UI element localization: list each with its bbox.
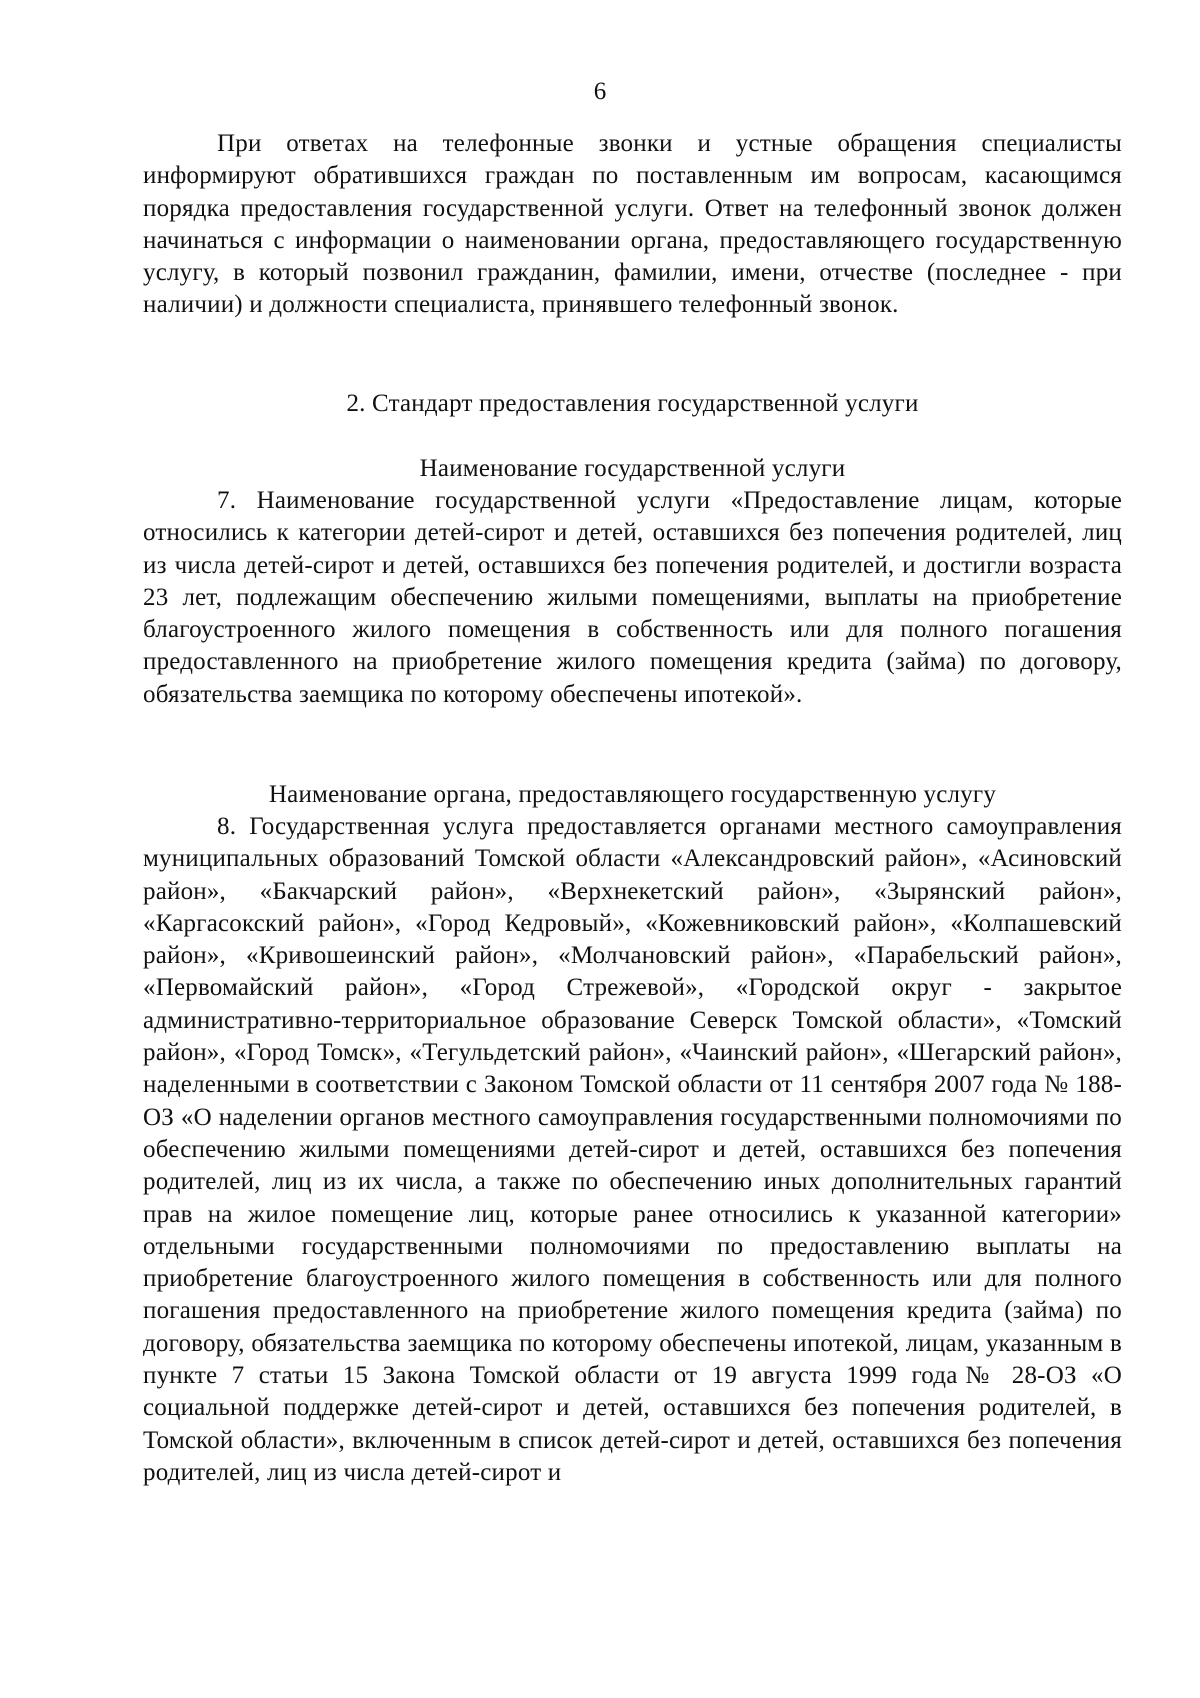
section-heading: 2. Стандарт предоставления государственной услуги [346,390,919,417]
subheading-organ: Наименование органа, предоставляющего государственную услугу [268,781,997,808]
subheading-service-name: Наименование государственной услуги [419,455,846,482]
subheading-service-name-container [143,453,1122,485]
section-heading-container [143,388,1122,420]
paragraph-8-container [143,811,1122,1489]
paragraph-text: При ответах на телефонные звонки и устные обращения специалисты информируют обратившихся граждан по поставленным им вопросам, касающимся порядка предоставления государственной услуги. Ответ на телефонный звонок должен начинаться с информации о наименовании органа, предоставляющего государственную услугу, в который позвонил гражданин, фамилии, имени, отчестве (последнее - при наличии) и должности специалиста, принявшего телефонный звонок. [143,130,1122,319]
paragraph-phone-inquiries [143,128,1122,322]
paragraph-7-container [143,485,1122,711]
page-number: 6 [593,78,607,105]
paragraph-8: 8. Государственная услуга предоставляется органами местного самоуправления муниципальных образований Томской области «Александровский район», «Асиновский район», «Бакчарский район», «Верхнекетский район», «Зырянский район», «Каргасокский район», «Город Кедровый», «Кожевниковский район», «Колпашевский район», «Кривошеинский район», «Молчановский район», «Парабельский район», «Первомайский район», «Город Стрежевой», «Городской округ - закрытое административно-территориальное образование Северск Томской области», «Томский район», «Город Томск», «Тегульдетский район», «Чаинский район», «Шегарский район», наделенными в соответствии с Законом Томской области от 11 сентября 2007 года № 188-ОЗ «О наделении органов местного самоуправления государственными полномочиями по обеспечению жилыми помещениями детей-сирот и детей, оставшихся без попечения родителей, лиц из их числа, а также по обеспечению иных дополнительных гарантий прав на жилое помещение лиц, которые ранее относились к указанной категории» отдельными государственными полномочиями по предоставлению выплаты на приобретение благоустроенного жилого помещения в собственность или для полного погашения предоставленного на приобретение жилого помещения кредита (займа) по договору, обязательства заемщика по которому обеспечены ипотекой, лицам, указанным в пункте 7 статьи 15 Закона Томской области от 19 августа 1999 года№ 28-ОЗ «О социальной поддержке детей-сирот и детей, оставшихся без попечения родителей, в Томской области», включенным в список детей-сирот и детей, оставшихся без попечения родителей, лиц из числа детей-сирот и [143,813,1122,1486]
subheading-organ-container [143,779,1122,811]
paragraph-7: 7. Наименование государственной услуги «Предоставление лицам, которые относились к категории детей-сирот и детей, оставшихся без попечения родителей, лиц из числа детей-сирот и детей, оставшихся без попечения родителей, и достигли возраста 23 лет, подлежащим обеспечению жилыми помещениями, выплаты на приобретение благоустроенного жилого помещения в собственность или для полного погашения предоставленного на приобретение жилого помещения кредита (займа) по договору, обязательства заемщика по которому обеспечены ипотекой». [143,487,1122,708]
